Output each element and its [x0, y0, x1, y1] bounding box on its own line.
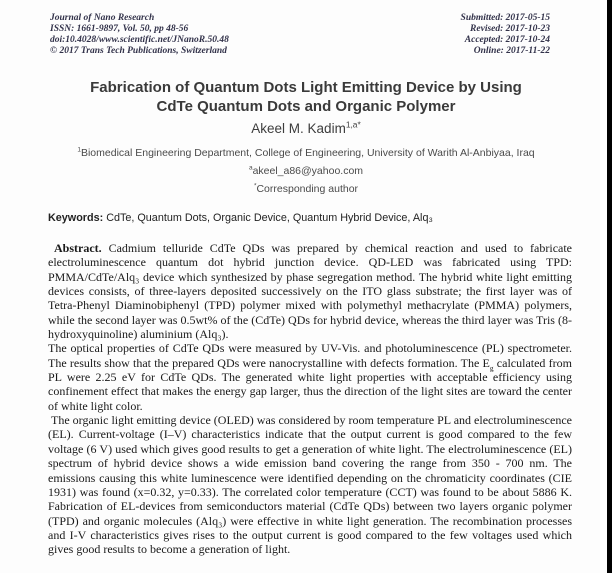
submission-dates — [461, 13, 550, 57]
date-accepted: Accepted: 2017-10-24 — [464, 35, 550, 45]
date-revised: Revised: 2017-10-23 — [470, 24, 550, 34]
abstract-paragraph-3: The organic light emitting device (OLED) was considered by room temperature PL and electroluminescence (EL). Current-voltage (I–V) characteristics indicate that the output current is good compared to the few voltage (6 V) used which gives good results to get a generation of white light. The electroluminescence (EL) spectrum of hybrid device shows a wide emission band covering the range from 350 - 700 nm. The emissions causing this white luminescence were identified depending on the chromaticity coordinates (CIE 1931) was found (x=0.32, y=0.33). The correlated color temperature (CCT) was found to be about 5886 K. Fabrication of EL-devices from semiconductors material (CdTe QDs) between two layers organic polymer (TPD) and organic molecules (Alq₃) were effective in white light generation. The recombination processes and I-V characteristics gives rises to the output current is good compared to the few voltages used which gives good results to become a generation of light. — [48, 413, 572, 557]
author-superscript: 1,a* — [345, 119, 361, 130]
email-line — [0, 165, 612, 177]
bandgap-subscript: g — [489, 363, 494, 373]
journal-copyright: © 2017 Trans Tech Publications, Switzerland — [50, 46, 227, 56]
corresponding-author-line — [0, 183, 612, 195]
affiliation-line — [0, 147, 612, 159]
page-header — [0, 0, 612, 57]
email-superscript: a — [248, 164, 253, 172]
abstract-paragraph-1 — [48, 241, 572, 341]
author-line — [0, 121, 612, 136]
journal-doi: doi:10.4028/www.scientific.net/JNanoR.50.48 — [50, 35, 229, 45]
abstract-paragraph-2-text-after: calculated from PL were 2.25 eV for CdTe QDs. The generated white light properties with acceptable efficiency using confinement effect that makes the energy gap larger, thus the direction of the light sites are toward the center of white light color. — [48, 355, 572, 413]
corresponding-text: Corresponding author — [256, 183, 359, 195]
journal-info — [50, 13, 229, 57]
keywords-label: Keywords: — [48, 212, 104, 224]
author-name: Akeel M. Kadim — [251, 121, 346, 136]
abstract-paragraph-2-text-before: The optical properties of CdTe QDs were measured by UV-Vis. and photoluminescence (PL) spectrometer. The results show that the prepared QDs were nanocrystalline with defects formation. The E — [48, 341, 572, 370]
date-submitted: Submitted: 2017-05-15 — [460, 13, 550, 23]
page-edge-bar — [607, 0, 612, 573]
keywords-text: CdTe, Quantum Dots, Organic Device, Quantum Hybrid Device, Alq₃ — [103, 212, 433, 224]
abstract-section — [48, 241, 572, 557]
corresponding-superscript: * — [253, 182, 257, 190]
abstract-paragraph-2 — [48, 341, 572, 413]
date-online: Online: 2017-11-22 — [473, 46, 550, 56]
abstract-label: Abstract. — [54, 241, 102, 255]
keywords-line — [48, 212, 572, 224]
paper-title: Fabrication of Quantum Dots Light Emitting Device by Using CdTe Quantum Dots and Organic Polymer — [90, 79, 522, 115]
email-address: akeel_a86@yahoo.com — [252, 165, 364, 177]
affiliation-text: Biomedical Engineering Department, College of Engineering, University of Warith Al-Anbiyaa, Iraq — [80, 147, 535, 159]
journal-name: Journal of Nano Research — [50, 13, 155, 23]
affiliation-superscript: 1 — [77, 146, 81, 154]
abstract-paragraph-1-text: Cadmium telluride CdTe QDs was prepared by chemical reaction and used to fabricate electroluminescence quantum dot hybrid junction device. QD-LED was fabricated using TPD: PMMA/CdTe/Alq₃ device which synthesized by phase segregation method. The hybrid white light emitting devices consists, of three-layers deposited successively on the ITO glass substrate; the first layer was of Tetra-Phenyl Diaminobiphenyl (TPD) polymer mixed with polymethyl methacrylate (PMMA) polymers, while the second layer was 0.5wt% of the (CdTe) QDs for hybrid device, whereas the third layer was Tris (8-hydroxyquinoline) aluminium (Alq₃). — [48, 241, 572, 342]
journal-issn-volume: ISSN: 1661-9897, Vol. 50, pp 48-56 — [50, 24, 189, 34]
